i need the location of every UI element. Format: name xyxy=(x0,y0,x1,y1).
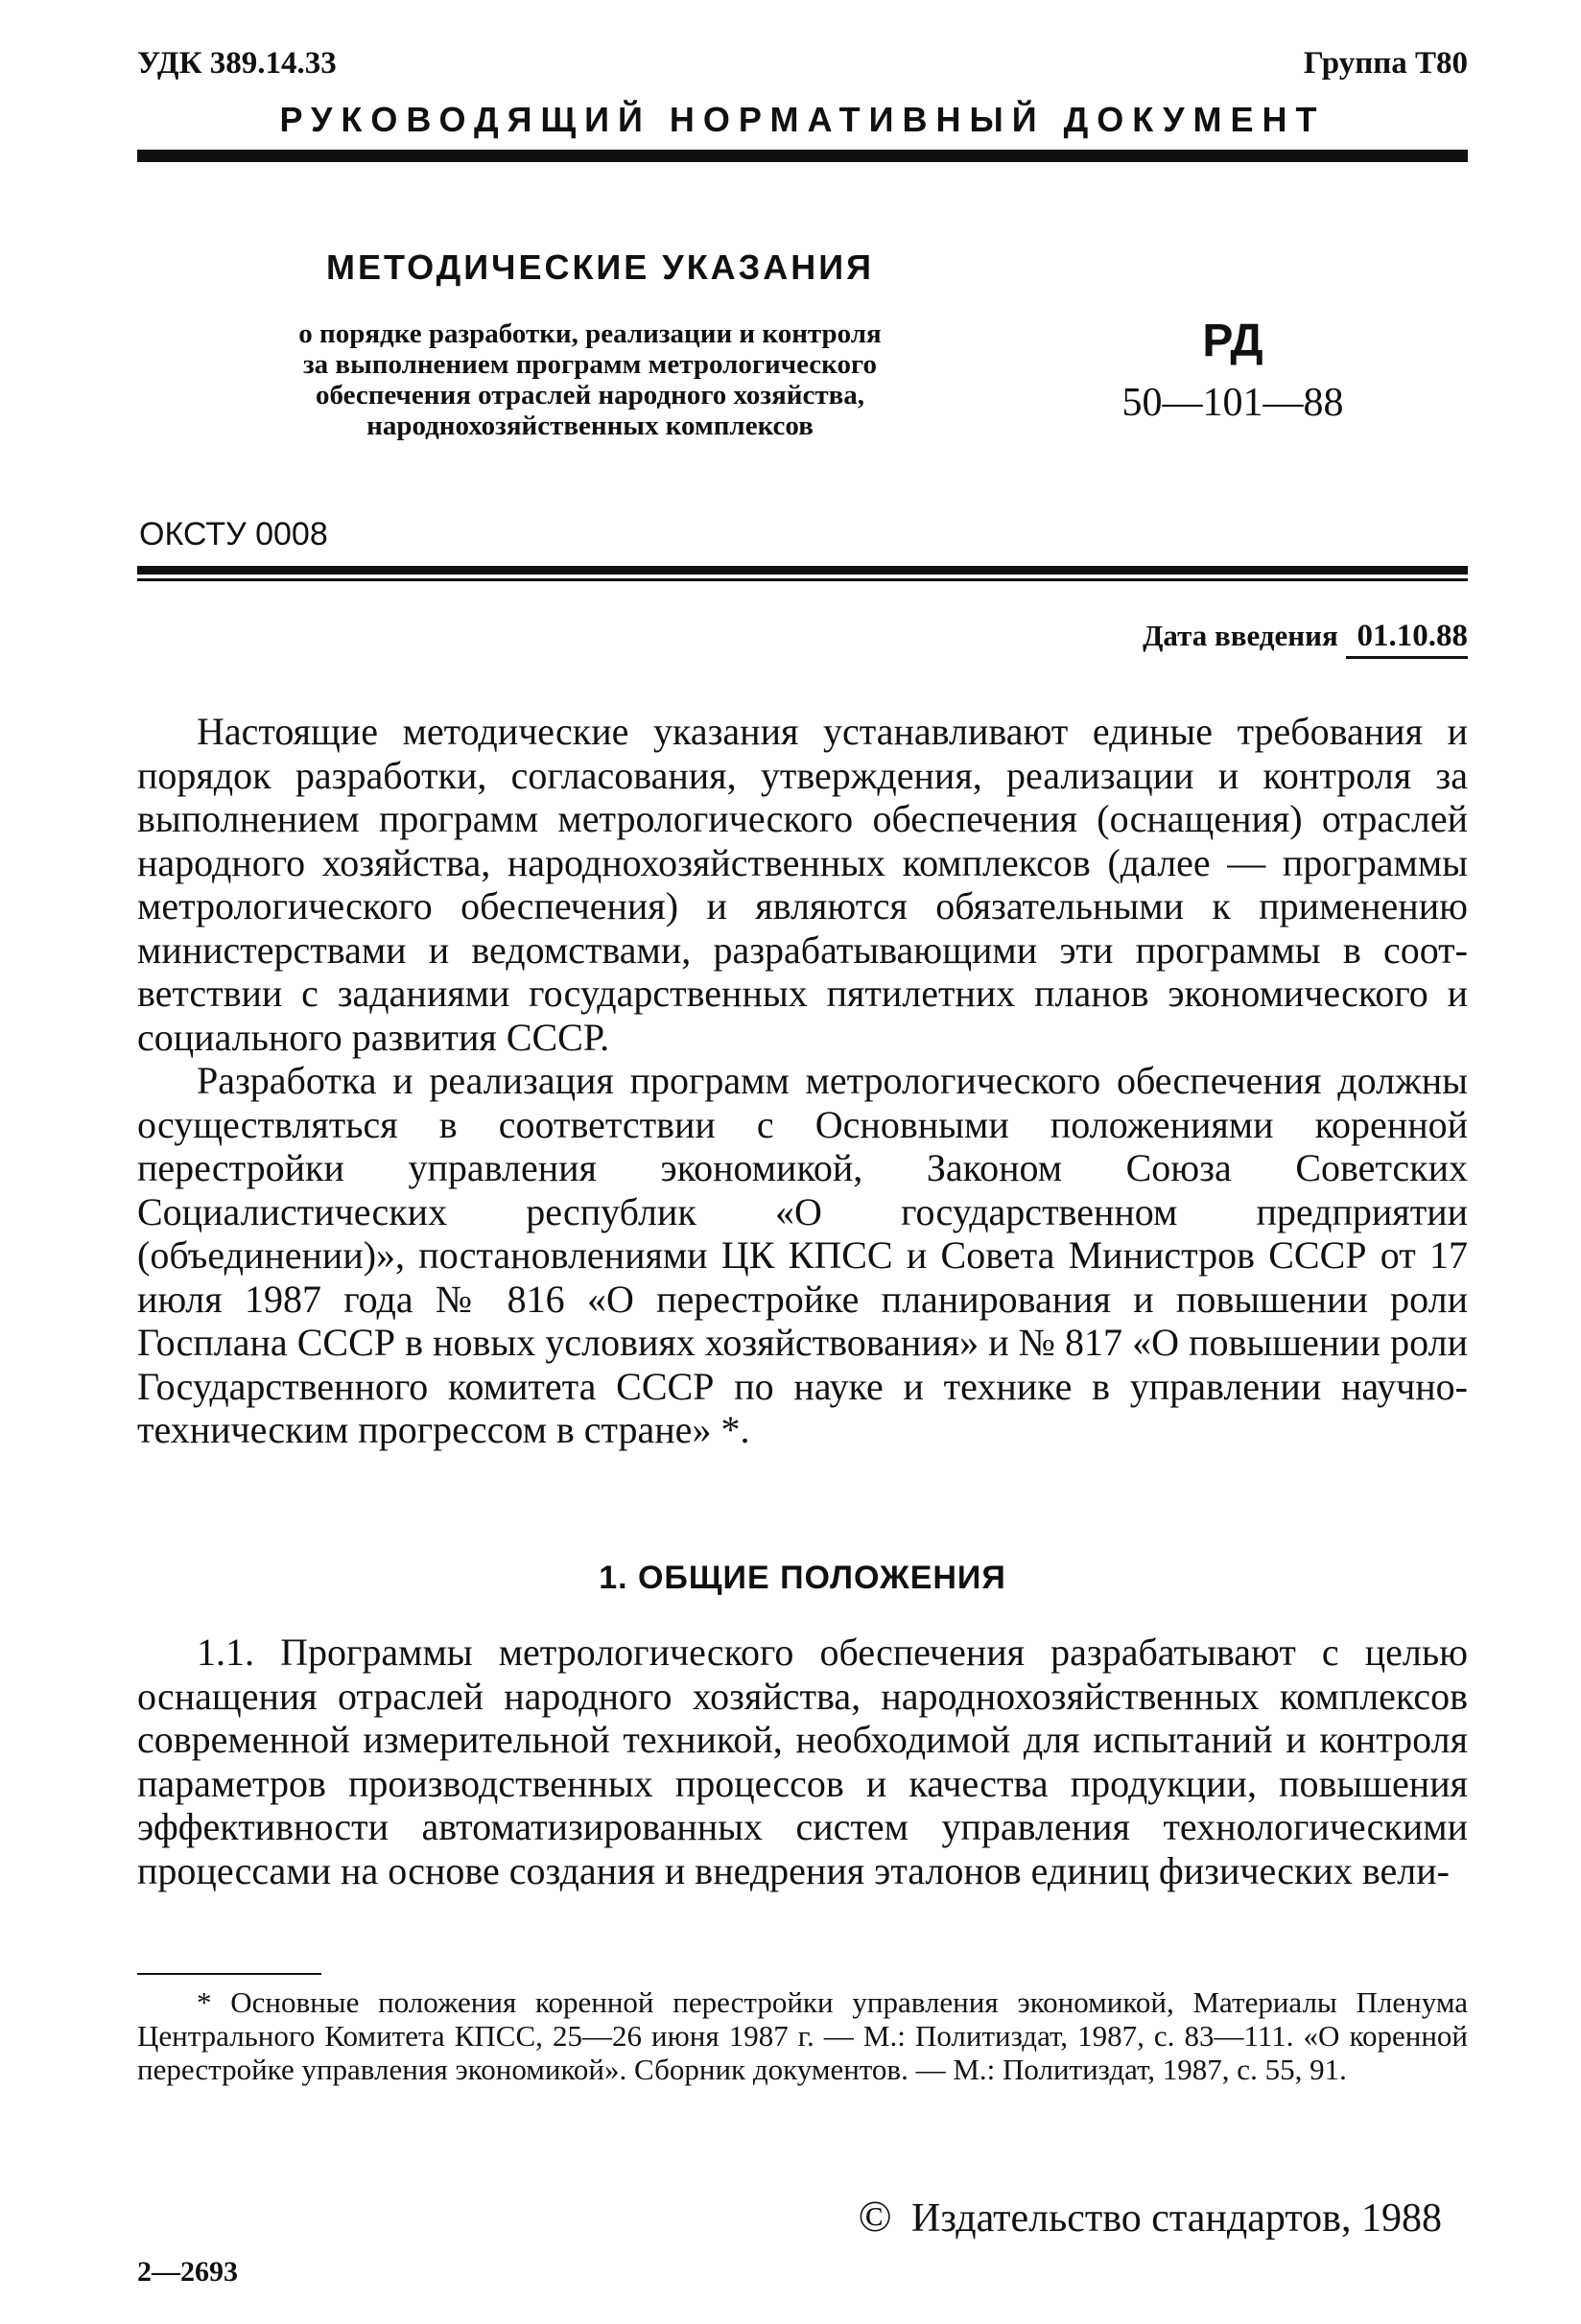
designation-number: 50—101—88 xyxy=(1121,381,1344,425)
top-divider xyxy=(137,150,1468,162)
udk-code: УДК 389.14.33 xyxy=(137,46,337,81)
publisher-text: Издательство стандартов, 1988 xyxy=(911,2196,1442,2241)
intro-paragraph: Разработка и реализация программ метрологического обеспечения должны осуществляться в соответствии с Основными положениями коренной перестройки управления экономикой, Законом Союза Советских Социалистических республик «О государственном предприятии (объединении)», постановлениями ЦК КПСС и Совета Министров СССР от 17 июля 1987 года № 816 «О перестройке планирования и повышении роли Госплана СССР в новых условиях хозяйствования» и № 817 «О повышении роли Государственного комитета СССР по науке и технике в управлении научно-техническим прогрессом в стране» *. xyxy=(137,1059,1468,1451)
middle-divider-thick xyxy=(137,566,1468,575)
designation-block xyxy=(1118,315,1348,432)
publisher-line xyxy=(859,2191,1442,2242)
section-heading: 1. ОБЩИЕ ПОЛОЖЕНИЯ xyxy=(599,1560,1006,1596)
group-code: Группа Т80 xyxy=(1303,46,1468,81)
effective-date-label: Дата введения xyxy=(1143,619,1338,652)
footnote-divider xyxy=(137,1973,321,1975)
document-title: МЕТОДИЧЕСКИЕ УКАЗАНИЯ xyxy=(326,247,874,287)
subtitle-line: обеспечения отраслей народного хозяйства, xyxy=(315,380,865,411)
document-subtitle xyxy=(182,318,998,441)
subtitle-line: о порядке разработки, реализации и контроля xyxy=(298,318,882,349)
copyright-icon: © xyxy=(858,2192,892,2241)
subtitle-line: за выполнением программ метрологического xyxy=(303,349,877,380)
middle-divider-thin xyxy=(137,578,1468,581)
subtitle-line: народнохозяйственных комплексов xyxy=(366,411,814,441)
designation-label: РД xyxy=(1202,316,1263,366)
intro-paragraph: Настоящие методические указания устанавливают единые требования и порядок разработки, согласования, утверждения, реализации и контроля за выполнением программ метрологического обеспечения (оснащения) отраслей народного хозяйства, народнохозяйственных комплексов (далее — программы метрологического обеспечения) и являются обязательными к применению министерствами и ведомствами, разрабатывающими эти программы в соответствии с заданиями государственных пятилетних планов экономического и социального развития СССР. xyxy=(137,710,1468,1059)
footnote xyxy=(137,1985,1468,2086)
footnote-text: * Основные положения коренной перестройки управления экономикой, Материалы Пленума Центрального Комитета КПСС, 25—26 июня 1987 г. — М.: Политиздат, 1987, с. 83—111. «О коренной перестройке управления экономикой». Сборник документов. — М.: Политиздат, 1987, с. 55, 91. xyxy=(137,1985,1468,2086)
header-row xyxy=(137,46,1468,94)
okstu-code: ОКСТУ 0008 xyxy=(139,516,328,552)
document-type: РУКОВОДЯЩИЙ НОРМАТИВНЫЙ ДОКУМЕНТ xyxy=(279,100,1326,139)
intro-text xyxy=(137,710,1468,1452)
print-code: 2—2693 xyxy=(137,2256,238,2288)
section-paragraph: 1.1. Программы метрологического обеспечения разрабатывают с целью оснащения отраслей народного хозяйства, народнохозяйственных комплексов современной измерительной техникой, необходимой для испытаний и контроля параметров производственных процессов и качества продукции, повышения эффективности автоматизированных систем управления технологическими процессами на основе создания и внедрения эталонов единиц физических вели- xyxy=(137,1631,1468,1892)
section-text xyxy=(137,1631,1468,1892)
effective-date xyxy=(1143,619,1468,659)
effective-date-value: 01.10.88 xyxy=(1346,619,1469,659)
